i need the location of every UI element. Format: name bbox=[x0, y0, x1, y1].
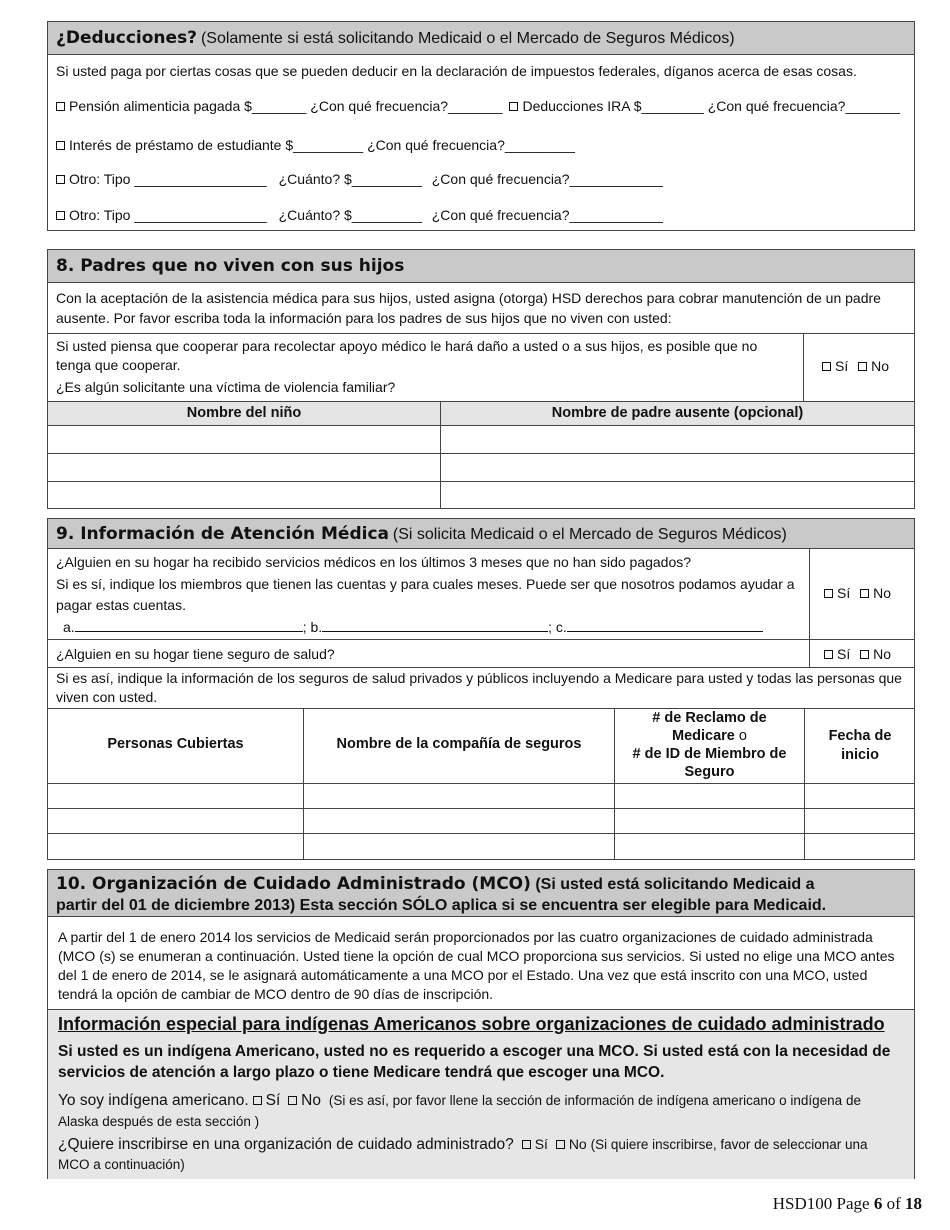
enroll-question-label: ¿Quiere inscribirse en una organización de cuidado administrado? bbox=[58, 1136, 514, 1153]
other1-amount: ¿Cuánto? $_________ bbox=[278, 171, 422, 187]
yes-label: Sí bbox=[837, 585, 851, 601]
section-8-table-row[interactable] bbox=[48, 453, 914, 481]
deductions-title: ¿Deducciones? bbox=[56, 28, 198, 48]
col-absent-parent: Nombre de padre ausente (opcional) bbox=[551, 405, 804, 421]
violence-no-checkbox[interactable] bbox=[858, 362, 867, 371]
special-bold-1: Si usted es un indígena Americano, usted no es requerido a escoger una MCO. Si usted está con la necesidad de bbox=[58, 1043, 891, 1060]
col-claim-line-3: # de ID de Miembro de bbox=[632, 746, 787, 762]
ira-label: Deducciones IRA $________ ¿Con qué frecuencia?_______ bbox=[522, 98, 900, 114]
section-9-q1b: Si es sí, indique los miembros que tienen las cuentas y para cuales meses. Puede ser que nosotros podamos ayudar a bbox=[56, 576, 795, 592]
blank-a-field[interactable] bbox=[75, 619, 303, 632]
no-label: No bbox=[568, 1136, 587, 1152]
blank-a-label: a. bbox=[63, 619, 75, 635]
col-claim-id bbox=[615, 709, 804, 781]
yes-label: Sí bbox=[534, 1136, 548, 1152]
section-8-q1: Si usted piensa que cooperar para recolectar apoyo médico le hará daño a usted o a sus hijos, es posible que no bbox=[56, 338, 758, 354]
section-9-q1c: pagar estas cuentas. bbox=[56, 597, 186, 613]
bills-yes-no bbox=[824, 585, 891, 601]
section-9-q1: ¿Alguien en su hogar ha recibido servicios médicos en los últimos 3 meses que no han sido pagados? bbox=[56, 554, 692, 570]
enroll-question bbox=[58, 1136, 868, 1154]
yes-label: Sí bbox=[837, 646, 851, 662]
section-9-q2: ¿Alguien en su hogar tiene seguro de salud? bbox=[56, 646, 335, 662]
section-10-title-2: partir del 01 de diciembre 2013) Esta sección SÓLO aplica si se encuentra ser elegible para Medicaid. bbox=[56, 897, 827, 914]
section-8-intro-2: ausente. Por favor escriba toda la información para los padres de sus hijos que no viven con usted: bbox=[56, 310, 672, 326]
alimony-checkbox[interactable] bbox=[56, 102, 65, 111]
section-9-table-header bbox=[48, 708, 914, 783]
section-9 bbox=[47, 518, 915, 860]
yes-label: Sí bbox=[265, 1092, 281, 1109]
section-10-intro bbox=[48, 917, 914, 1009]
section-8-table-header bbox=[48, 401, 914, 425]
section-8-q3: ¿Es algún solicitante una víctima de violencia familiar? bbox=[56, 379, 396, 395]
other2-amount: ¿Cuánto? $_________ bbox=[278, 207, 422, 223]
section-9-insurance-row bbox=[48, 639, 914, 667]
yes-label: Sí bbox=[835, 358, 849, 374]
section-10-title-rest: (Si usted está solicitando Medicaid a bbox=[535, 876, 815, 893]
ira-checkbox[interactable] bbox=[509, 102, 518, 111]
section-8-question-row bbox=[48, 333, 914, 401]
col-claim-line-1: # de Reclamo de bbox=[652, 710, 767, 726]
footer-page-number: 6 bbox=[873, 1194, 883, 1213]
deductions-line1 bbox=[56, 98, 900, 114]
deductions-other-1 bbox=[56, 171, 663, 187]
footer-of: of bbox=[886, 1194, 901, 1213]
section-8 bbox=[47, 249, 915, 509]
blank-c-label: ; c. bbox=[548, 619, 567, 635]
student-loan-label: Interés de préstamo de estudiante $_________ ¿Con qué frecuencia?_________ bbox=[69, 137, 575, 153]
section-10-p4: tendrá la opción de cambiar de MCO dentro de 90 días de inscripción. bbox=[58, 986, 494, 1002]
bills-yes-checkbox[interactable] bbox=[824, 589, 833, 598]
deductions-subtitle: (Solamente si está solicitando Medicaid o el Mercado de Seguros Médicos) bbox=[200, 30, 735, 47]
col-start-date bbox=[805, 727, 915, 765]
student-loan-checkbox[interactable] bbox=[56, 141, 65, 150]
native-note: (Si es así, por favor llene la sección de información de indígena americano o indígena de bbox=[328, 1093, 861, 1108]
section-9-header bbox=[48, 519, 914, 549]
native-yes-checkbox[interactable] bbox=[253, 1096, 262, 1105]
enroll-note: (Si quiere inscribirse, favor de seleccionar una bbox=[590, 1137, 868, 1152]
section-9-info-row bbox=[48, 667, 914, 708]
section-8-table-row[interactable] bbox=[48, 481, 914, 509]
section-8-intro-1: Con la aceptación de la asistencia médica para sus hijos, usted asigna (otorga) HSD derechos para cobrar manutención de un padre bbox=[56, 290, 881, 306]
violence-yes-no bbox=[822, 358, 889, 374]
col-covered-persons: Personas Cubiertas bbox=[107, 736, 244, 752]
col-claim-or: o bbox=[738, 728, 747, 744]
section-9-table-row[interactable] bbox=[48, 783, 914, 808]
deductions-other-2 bbox=[56, 207, 663, 223]
other1-type: Otro: Tipo _________________ bbox=[69, 171, 267, 187]
section-8-q2: tenga que cooperar. bbox=[56, 357, 181, 373]
section-9-title: 9. Información de Atención Médica bbox=[56, 524, 390, 544]
blank-c-field[interactable] bbox=[567, 619, 763, 632]
section-8-title: 8. Padres que no viven con sus hijos bbox=[56, 256, 405, 276]
other1-frequency: ¿Con qué frecuencia?____________ bbox=[431, 171, 663, 187]
deductions-header bbox=[48, 22, 914, 55]
section-9-subtitle: (Si solicita Medicaid o el Mercado de Seguros Médicos) bbox=[392, 526, 787, 543]
section-10-p3: del 1 de enero de 2014, se le asignará automáticamente a una MCO por el Estado. Una vez que está inscrito con una MCO, usted bbox=[58, 967, 868, 983]
section-10-header bbox=[48, 870, 914, 917]
section-10-title: 10. Organización de Cuidado Administrado (MCO) bbox=[56, 874, 531, 894]
section-8-table-row[interactable] bbox=[48, 425, 914, 453]
section-9-blanks bbox=[63, 619, 763, 635]
other1-checkbox[interactable] bbox=[56, 175, 65, 184]
native-question-label: Yo soy indígena americano. bbox=[58, 1092, 249, 1109]
special-info-title: Información especial para indígenas Americanos sobre organizaciones de cuidado administrado bbox=[58, 1014, 885, 1034]
col-insurance-company: Nombre de la compañía de seguros bbox=[336, 736, 582, 752]
bills-no-checkbox[interactable] bbox=[860, 589, 869, 598]
section-9-info-2: viven con usted. bbox=[56, 689, 158, 705]
col-claim-line-4: Seguro bbox=[684, 764, 735, 780]
deductions-section bbox=[47, 21, 915, 231]
native-note-2: Alaska después de esta sección ) bbox=[58, 1114, 260, 1129]
enroll-note-2: MCO a continuación) bbox=[58, 1157, 185, 1172]
section-10 bbox=[47, 869, 915, 1179]
col-claim-line-2: Medicare bbox=[672, 728, 735, 744]
blank-b-label: ; b. bbox=[302, 619, 323, 635]
section-8-header bbox=[48, 250, 914, 283]
deductions-intro: Si usted paga por ciertas cosas que se pueden deducir en la declaración de impuestos federales, díganos acerca de esas cosas. bbox=[56, 63, 857, 79]
alimony-label: Pensión alimenticia pagada $_______ ¿Con qué frecuencia?_______ bbox=[69, 98, 503, 114]
native-no-checkbox[interactable] bbox=[288, 1096, 297, 1105]
col-child-name: Nombre del niño bbox=[186, 405, 302, 421]
no-label: No bbox=[873, 585, 892, 601]
enroll-no-checkbox[interactable] bbox=[556, 1140, 565, 1149]
section-9-bills-row bbox=[48, 549, 914, 639]
insurance-yes-checkbox[interactable] bbox=[824, 650, 833, 659]
deductions-line2 bbox=[56, 137, 575, 153]
blank-b-field[interactable] bbox=[322, 619, 548, 632]
no-label: No bbox=[301, 1092, 321, 1109]
col-start-line-2: inicio bbox=[841, 747, 879, 763]
footer-total-pages: 18 bbox=[905, 1194, 922, 1213]
section-9-table-row[interactable] bbox=[48, 808, 914, 833]
insurance-yes-no bbox=[824, 646, 891, 662]
footer-form-id: HSD100 Page bbox=[772, 1194, 870, 1213]
no-label: No bbox=[871, 358, 890, 374]
section-10-p1: A partir del 1 de enero 2014 los servicios de Medicaid serán proporcionados por las cuatro organizaciones de cuidado administrada bbox=[58, 929, 873, 945]
section-9-info-1: Si es así, indique la información de los seguros de salud privados y públicos incluyendo a Medicare para usted y todas las personas que bbox=[56, 670, 902, 686]
violence-yes-checkbox[interactable] bbox=[822, 362, 831, 371]
section-10-p2: (MCO (s) se enumeran a continuación. Usted tiene la opción de cual MCO proporciona sus servicios. Si usted no elige una MCO antes bbox=[58, 948, 895, 964]
other2-frequency: ¿Con qué frecuencia?____________ bbox=[431, 207, 663, 223]
native-question bbox=[58, 1092, 861, 1110]
no-label: No bbox=[873, 646, 892, 662]
enroll-yes-checkbox[interactable] bbox=[522, 1140, 531, 1149]
section-10-native-box bbox=[48, 1009, 914, 1179]
page-footer bbox=[773, 1194, 922, 1214]
other2-checkbox[interactable] bbox=[56, 211, 65, 220]
col-start-line-1: Fecha de bbox=[828, 728, 892, 744]
section-9-table-row[interactable] bbox=[48, 833, 914, 860]
insurance-no-checkbox[interactable] bbox=[860, 650, 869, 659]
special-bold-2: servicios de atención a largo plazo o tiene Medicare tendrá que escoger una MCO. bbox=[58, 1064, 665, 1081]
other2-type: Otro: Tipo _________________ bbox=[69, 207, 267, 223]
